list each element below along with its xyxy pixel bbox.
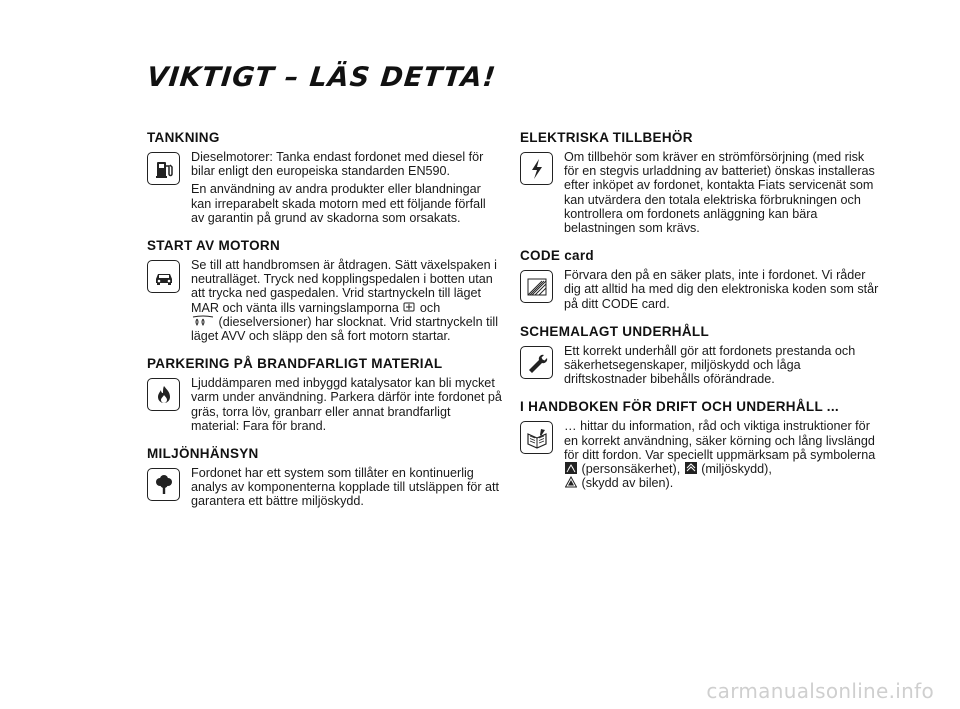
fuel-pump-icon — [147, 152, 180, 185]
start-text-c: (dieselversioner) har slocknat. Vrid startnyckeln till läget AVV och släpp den så fort motorn startar. — [191, 314, 498, 344]
personal-safety-icon — [565, 462, 577, 474]
handbok-text-c: (miljöskydd), — [701, 462, 772, 477]
code-card-icon — [520, 270, 553, 303]
start-text-a: Se till att handbromsen är åtdragen. Sätt växelspaken i neutralläget. Tryck ned kopplingspedalen i botten utan att trycka ned gaspedalen. Vrid startnyckeln till läget MAR och vänta ills varningslamporna — [191, 258, 497, 315]
environment-icon — [685, 462, 697, 474]
section-heading: I HANDBOKEN FÖR DRIFT OCH UNDERHÅLL ... — [520, 399, 839, 415]
section-miljo — [147, 446, 502, 513]
watermark-url: carmanualsonline.info — [706, 679, 934, 703]
start-text-b: och — [419, 300, 441, 315]
handbok-text-b: (personsäkerhet), — [581, 462, 681, 477]
section-schema — [520, 324, 880, 391]
left-column — [147, 130, 502, 522]
start-paragraph — [191, 258, 502, 343]
section-heading: START AV MOTORN — [147, 238, 280, 254]
section-start — [147, 238, 502, 347]
tree-icon — [147, 468, 180, 501]
section-handbok — [520, 399, 880, 494]
book-icon — [520, 421, 553, 454]
section-heading: CODE card — [520, 248, 594, 264]
tankning-paragraph-2: En användning av andra produkter eller blandningar kan irreparabelt skada motorn med ett följande förfall av garantin på grund av skadorna som orsakats. — [191, 182, 486, 225]
parkering-paragraph: Ljuddämparen med inbyggd katalysator kan bli mycket varm under användning. Parkera därför inte fordonet på gräs, torra löv, granbarr eller annat brandfarligt material: Fara för brand. — [191, 376, 502, 433]
section-heading: ELEKTRISKA TILLBEHÖR — [520, 130, 693, 145]
handbok-text-a: … hittar du information, råd och viktiga instruktioner för en korrekt användning, säker körning och lång livslängd för ditt fordon. Var speciellt uppmärksam på symbolerna — [564, 419, 876, 462]
handbok-text-d: (skydd av bilen). — [581, 476, 674, 491]
elektriska-paragraph: Om tillbehör som kräver en strömförsörjning (med risk för en stegvis urladdning av batteriet) önskas installeras efter inköpet av fordonet, kontakta Fiats servicenät som kan utvärdera den totala elektriska förbrukningen och kontrollera om fordonets anläggning kan bära belastningen som krävs. — [564, 150, 875, 236]
vehicle-protection-icon — [565, 476, 577, 488]
handbok-paragraph — [564, 419, 880, 490]
glow-plug-icon — [192, 315, 214, 327]
warning-lamp-icon — [403, 301, 415, 313]
car-icon — [147, 260, 180, 293]
section-heading: MILJÖNHÄNSYN — [147, 446, 259, 462]
code-paragraph: Förvara den på en säker plats, inte i fordonet. Vi råder dig att alltid ha med dig den elektroniska koden som står på ditt CODE card. — [564, 268, 879, 311]
lightning-icon — [520, 152, 553, 185]
schema-paragraph: Ett korrekt underhåll gör att fordonets prestanda och säkerhetsegenskaper, miljöskydd och låga driftskostnader bibehålls oförändrade. — [564, 343, 856, 387]
page-title: VIKTIGT – LÄS DETTA! — [145, 62, 498, 93]
section-code — [520, 248, 880, 315]
section-tankning — [147, 130, 502, 229]
flame-icon — [147, 378, 180, 411]
section-heading: PARKERING PÅ BRANDFARLIGT MATERIAL — [147, 356, 443, 372]
wrench-icon — [520, 346, 553, 379]
section-heading: TANKNING — [147, 130, 220, 145]
miljo-paragraph: Fordonet har ett system som tillåter en kontinuerlig analys av komponenterna kopplade till utsläppen för att garantera ett bättre miljöskydd. — [191, 466, 500, 509]
section-elektriska — [520, 130, 880, 239]
tankning-paragraph-1: Dieselmotorer: Tanka endast fordonet med diesel för bilar enligt den europeiska standarden EN590. — [191, 150, 484, 179]
right-column — [520, 130, 880, 503]
section-parkering — [147, 356, 502, 437]
section-heading: SCHEMALAGT UNDERHÅLL — [520, 323, 709, 339]
